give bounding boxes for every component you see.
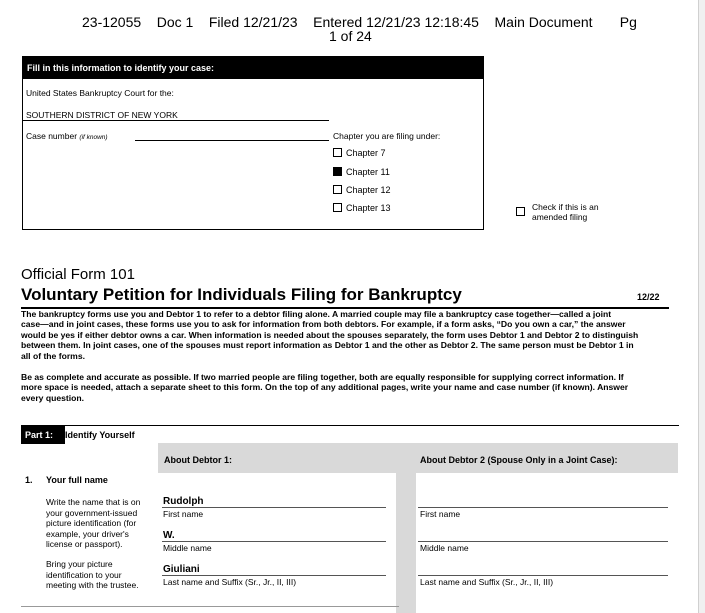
intro-p2-line: every question. <box>21 392 85 403</box>
debtor1-first-name[interactable]: Rudolph <box>163 496 204 507</box>
form-date: 12/22 <box>637 292 660 302</box>
form-title: Voluntary Petition for Individuals Filing for Bankruptcy <box>21 285 462 304</box>
help-line: meeting with the trustee. <box>46 580 139 590</box>
part1-title: Identify Yourself <box>65 430 135 440</box>
debtor1-last-line <box>162 575 386 576</box>
help-line: license or passport). <box>46 539 123 549</box>
chapter-13-checkbox[interactable] <box>333 203 342 212</box>
case-number-label <box>26 131 108 141</box>
debtor2-first-line <box>418 507 668 508</box>
form-title-row <box>21 285 669 309</box>
intro-p2-line: more space is needed, attach a separate sheet to this form. On the top of any additional pages, write your name and case number (if known). Answer <box>21 382 629 393</box>
debtor2-middle-label: Middle name <box>420 543 469 553</box>
official-form-number: Official Form 101 <box>21 266 135 283</box>
page-edge <box>698 0 705 613</box>
chapter-7-label: Chapter 7 <box>346 148 386 158</box>
chapter-13-option[interactable] <box>333 203 391 213</box>
question-title: Your full name <box>46 475 108 485</box>
intro-p1-line: would be yes if either debtor owns a car. When information is needed about the spouses separately, the form uses Debtor 1 and Debtor 2 to distinguish <box>21 329 639 340</box>
debtor1-middle-name[interactable]: W. <box>163 530 175 541</box>
trustee-help-text <box>46 559 151 591</box>
chapter-label: Chapter you are filing under: <box>333 131 441 141</box>
amended-label-line2: amended filing <box>532 212 588 222</box>
district-value: SOUTHERN DISTRICT OF NEW YORK <box>26 110 178 120</box>
debtor1-column-header: About Debtor 1: <box>164 455 232 465</box>
question-number: 1. <box>25 475 33 485</box>
amended-checkbox-box[interactable] <box>516 207 525 216</box>
amended-label <box>532 202 599 222</box>
debtor2-last-label: Last name and Suffix (Sr., Jr., II, III) <box>420 577 554 587</box>
case-info-heading: Fill in this information to identify your case: <box>23 57 483 79</box>
chapter-12-label: Chapter 12 <box>346 185 391 195</box>
filing-header-line2: 1 of 24 <box>329 28 372 44</box>
debtor2-column-header: About Debtor 2 (Spouse Only in a Joint Case): <box>420 455 618 465</box>
filing-header-line1: 23-12055 Doc 1 Filed 12/21/23 Entered 12/21/23 12:18:45 Main Document Pg <box>82 14 637 30</box>
intro-p1-line: The bankruptcy forms use you and Debtor 1 to refer to a debtor filing alone. A married couple may file a bankruptcy case together—called a joint <box>21 309 612 319</box>
case-number-field[interactable] <box>135 140 329 141</box>
case-number-hint: (if known) <box>79 134 108 141</box>
chapter-13-label: Chapter 13 <box>346 203 391 213</box>
debtor2-last-line <box>418 575 668 576</box>
case-info-box <box>22 56 484 230</box>
intro-paragraph-2 <box>21 372 681 403</box>
help-line: example, your driver's <box>46 528 129 539</box>
debtor1-last-name[interactable]: Giuliani <box>163 564 200 575</box>
section-bottom-rule <box>21 606 399 607</box>
chapter-11-checkbox[interactable] <box>333 167 342 176</box>
court-label: United States Bankruptcy Court for the: <box>26 88 174 98</box>
district-underline <box>23 120 329 121</box>
help-line: Bring your picture <box>46 559 113 569</box>
chapter-7-option[interactable] <box>333 148 386 158</box>
debtor2-middle-line <box>418 541 668 542</box>
part1-bar <box>21 425 679 444</box>
debtor1-last-label: Last name and Suffix (Sr., Jr., II, III) <box>163 577 297 587</box>
debtor2-first-label: First name <box>420 509 461 519</box>
intro-p1-line: between them. In joint cases, one of the spouses must report information as Debtor 1 and the other as Debtor 2. The same person must be Debtor 1 in <box>21 340 634 351</box>
column-divider <box>396 473 416 613</box>
debtor1-middle-line <box>162 541 386 542</box>
intro-paragraph-1 <box>21 309 681 361</box>
debtor1-first-line <box>162 507 386 508</box>
chapter-11-option[interactable] <box>333 167 390 177</box>
intro-p2-line: Be as complete and accurate as possible. If two married people are filing together, both are equally responsible for supplying correct information. If <box>21 372 624 382</box>
part1-tag: Part 1: <box>21 426 65 444</box>
chapter-7-checkbox[interactable] <box>333 148 342 157</box>
name-help-text <box>46 497 151 550</box>
help-line: your government-issued <box>46 507 138 518</box>
amended-checkbox[interactable] <box>516 202 529 220</box>
help-line: picture identification (for <box>46 518 137 528</box>
debtor1-middle-label: Middle name <box>163 543 212 553</box>
intro-p1-line: all of the forms. <box>21 350 85 361</box>
help-line: identification to your <box>46 569 122 580</box>
debtor1-first-label: First name <box>163 509 204 519</box>
case-number-label-text: Case number <box>26 131 78 141</box>
amended-label-line1: Check if this is an <box>532 202 599 212</box>
chapter-12-option[interactable] <box>333 185 391 195</box>
help-line: Write the name that is on <box>46 497 141 507</box>
chapter-11-label: Chapter 11 <box>346 167 390 177</box>
intro-p1-line: case—and in joint cases, these forms use you to ask for information from both debtors. For example, if a form asks, “Do you own a car,” the answer <box>21 319 626 330</box>
chapter-12-checkbox[interactable] <box>333 185 342 194</box>
